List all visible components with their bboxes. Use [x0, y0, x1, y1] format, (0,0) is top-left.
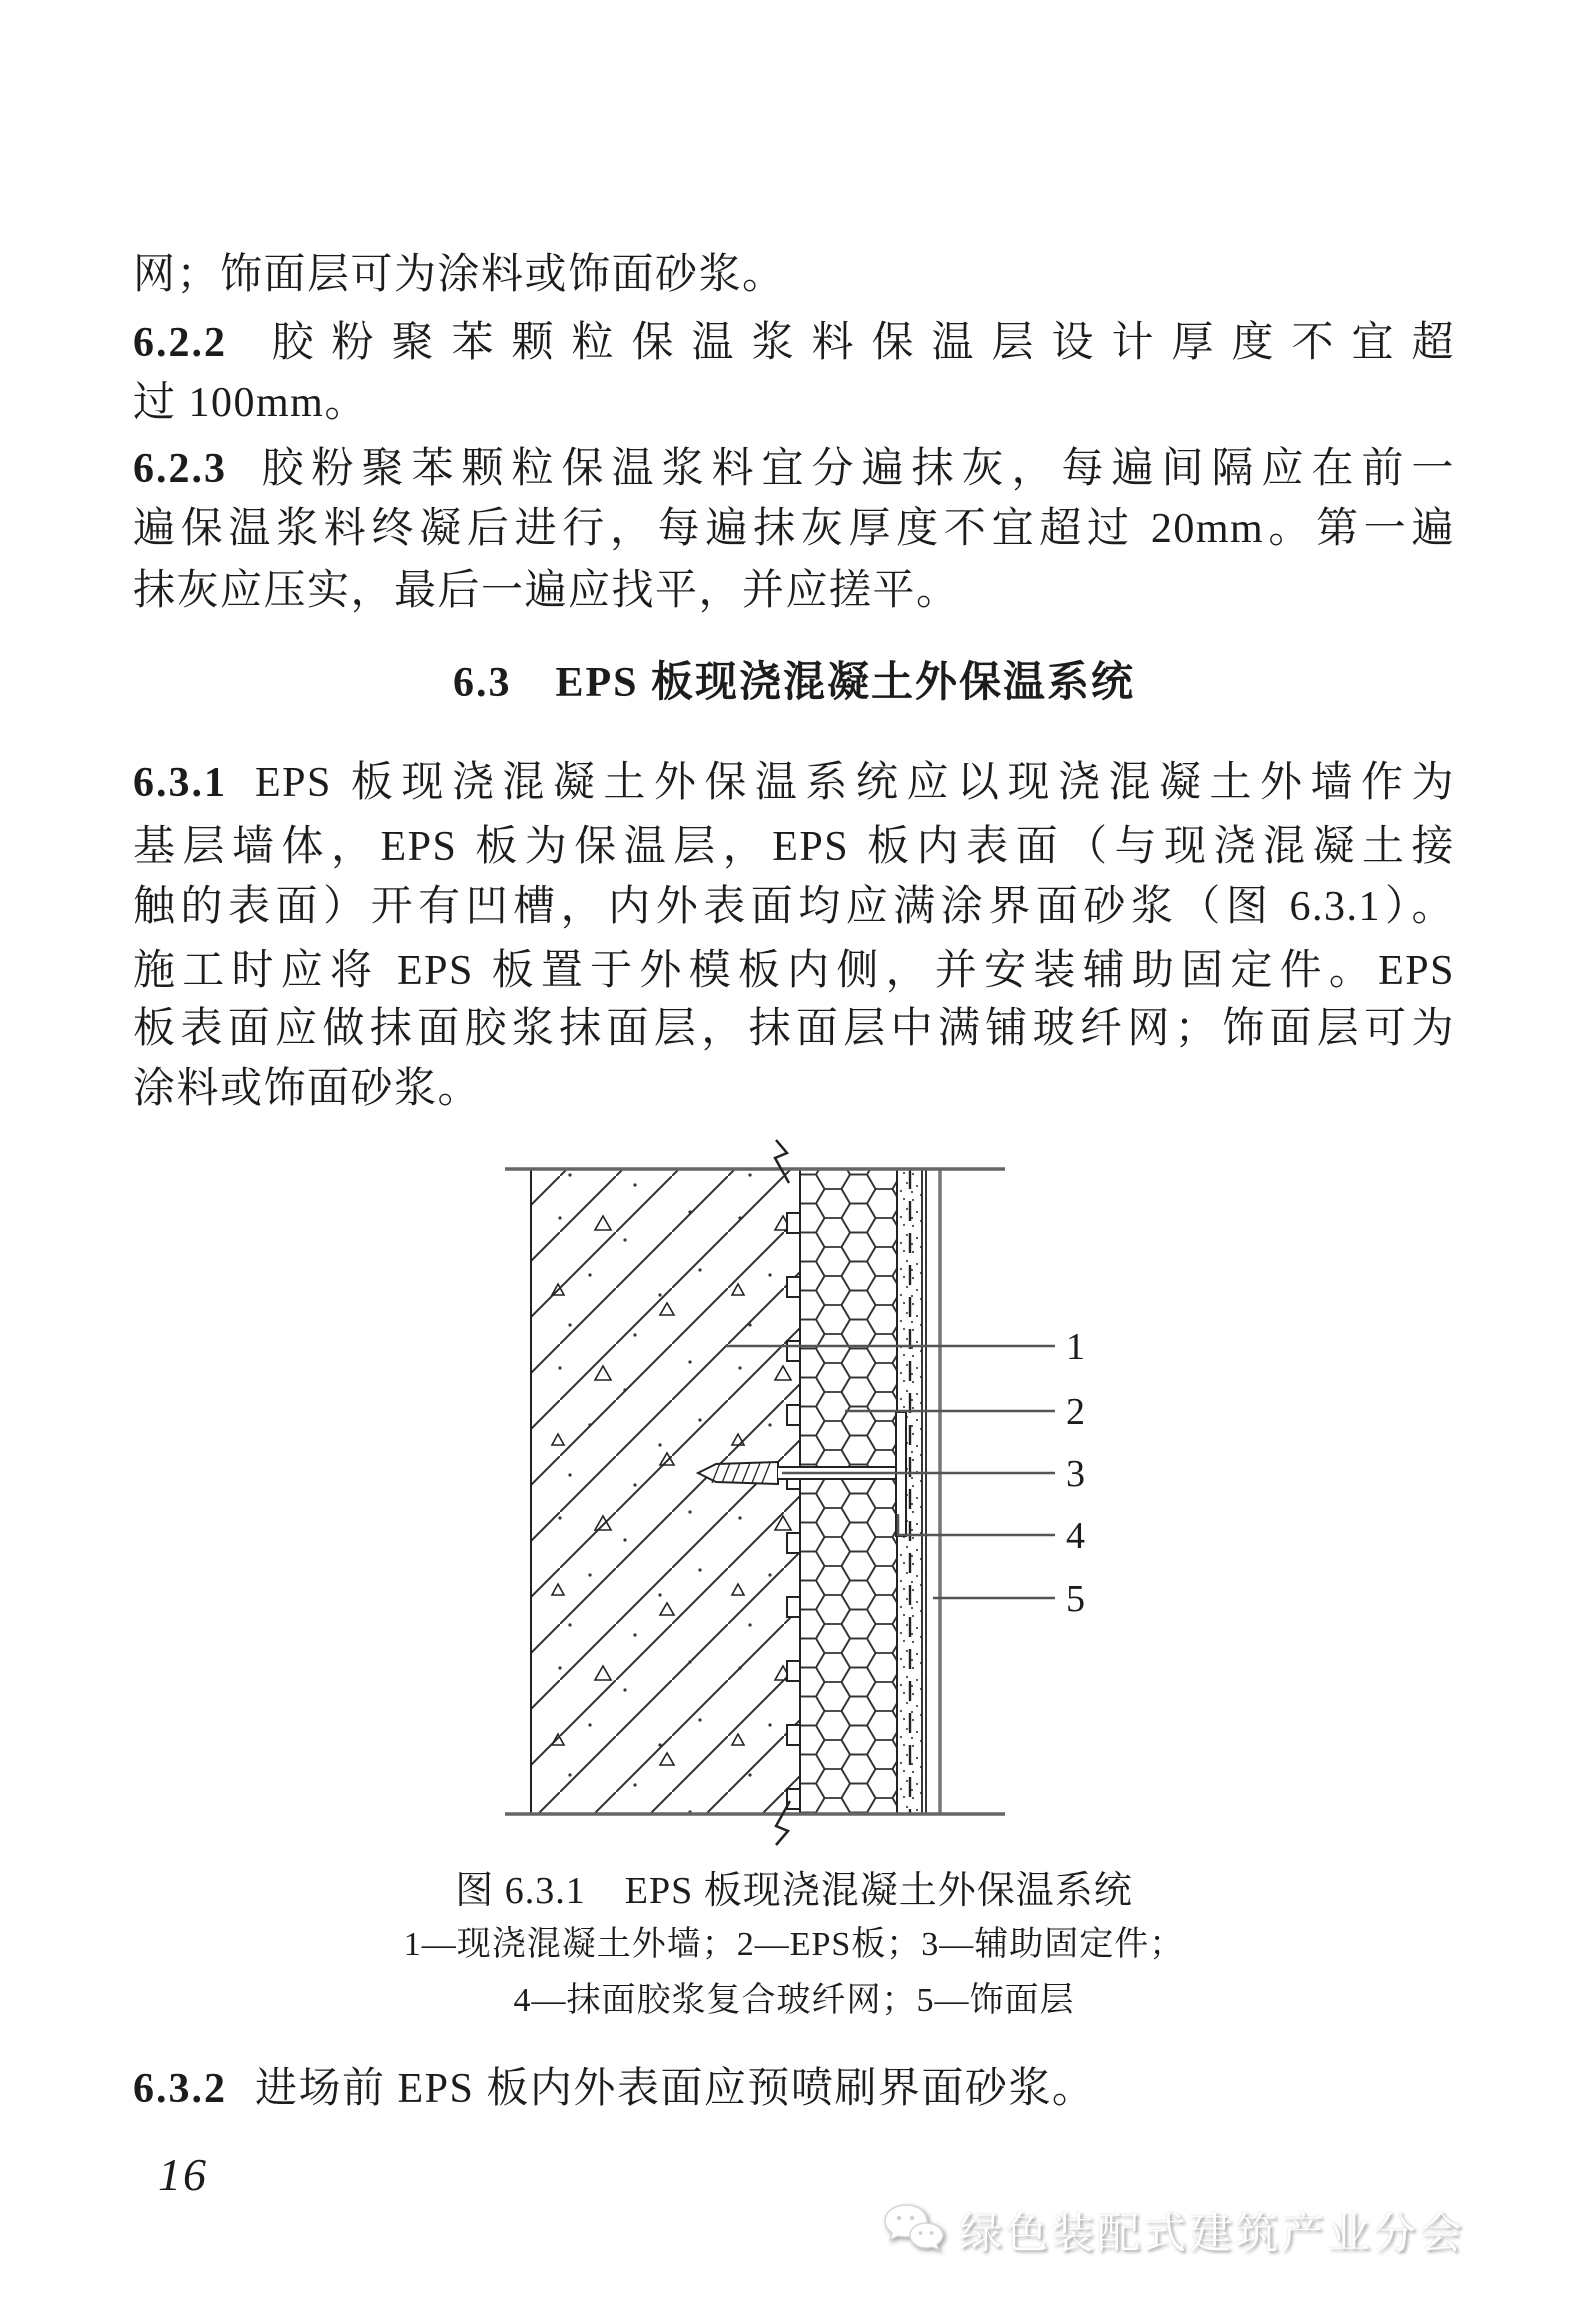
body-line: 涂料或饰面砂浆。	[133, 1066, 482, 1112]
watermark	[881, 2200, 1465, 2261]
clause-number: 6.2.3	[133, 446, 227, 492]
clause-text: 胶粉聚苯颗粒保温浆料宜分遍抹灰，每遍间隔应在前一	[255, 446, 1455, 492]
body-line: 过 100mm。	[133, 380, 368, 426]
clause-text: EPS 板现浇混凝土外保温系统应以现浇混凝土外墙作为	[255, 760, 1455, 806]
figure-label: 2	[1066, 1391, 1085, 1433]
page-number: 16	[158, 2149, 208, 2200]
figure-legend-line: 4—抹面胶浆复合玻纤网；5—饰面层	[513, 1982, 1075, 2019]
clause-6-3-1	[133, 756, 1455, 810]
section-heading-6-3: 6.3 EPS 板现浇混凝土外保温系统	[452, 660, 1136, 706]
clause-6-2-2	[133, 316, 1455, 370]
body-line: 施工时应将 EPS 板置于外模板内侧，并安装辅助固定件。EPS	[133, 948, 1455, 994]
eps-board	[800, 1169, 897, 1814]
clause-number: 6.2.2	[133, 320, 227, 366]
figure-label: 1	[1066, 1326, 1085, 1368]
clause-number: 6.3.2	[133, 2066, 227, 2112]
figure-label: 4	[1066, 1515, 1085, 1557]
figure-label: 5	[1066, 1578, 1085, 1620]
clause-text: 胶粉聚苯颗粒保温浆料保温层设计厚度不宜超	[255, 320, 1455, 366]
figure-label: 3	[1066, 1453, 1085, 1495]
figure-diagram	[480, 1130, 1140, 1850]
watermark-text: 绿色装配式建筑产业分会	[959, 2210, 1465, 2258]
wechat-logo-icon	[881, 2203, 947, 2259]
concrete-wall-hatch	[531, 1169, 800, 1814]
body-line: 抹灰应压实，最后一遍应找平，并应搓平。	[133, 568, 960, 614]
figure-legend-line: 1—现浇混凝土外墙；2—EPS板；3—辅助固定件；	[403, 1926, 1185, 1963]
body-line: 遍保温浆料终凝后进行，每遍抹灰厚度不宜超过 20mm。第一遍	[133, 506, 1455, 552]
clause-6-3-2	[133, 2062, 1455, 2116]
body-line: 网；饰面层可为涂料或饰面砂浆。	[133, 252, 786, 298]
body-line: 基层墙体，EPS 板为保温层，EPS 板内表面（与现浇混凝土接	[133, 824, 1455, 870]
body-line: 触的表面）开有凹槽，内外表面均应满涂界面砂浆（图 6.3.1）。	[133, 884, 1455, 930]
figure-caption: 图 6.3.1 EPS 板现浇混凝土外保温系统	[455, 1870, 1133, 1912]
clause-number: 6.3.1	[133, 760, 227, 806]
clause-6-2-3	[133, 442, 1455, 496]
body-line: 板表面应做抹面胶浆抹面层，抹面层中满铺玻纤网；饰面层可为	[133, 1006, 1455, 1052]
clause-text: 进场前 EPS 板内外表面应预喷刷界面砂浆。	[255, 2066, 1096, 2112]
